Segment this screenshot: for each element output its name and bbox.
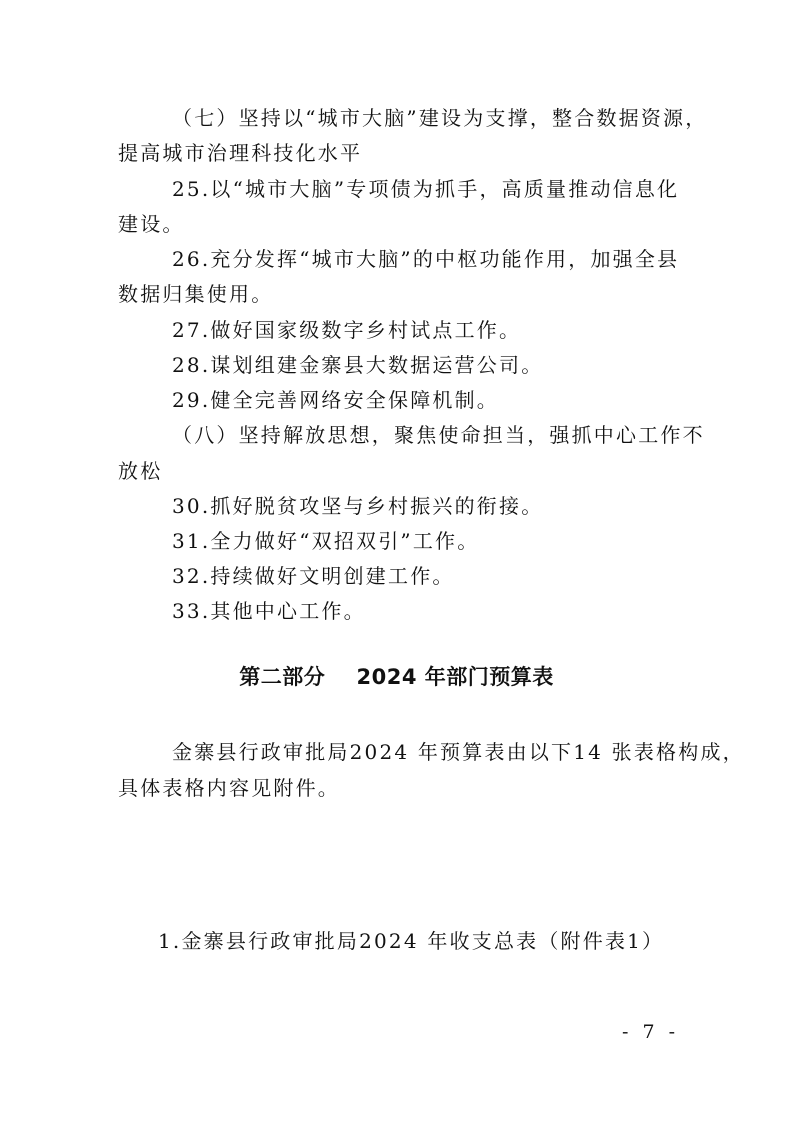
item-25: 25.以“城市大脑”专项债为抓手，高质量推动信息化: [172, 177, 680, 201]
heading-section-8-continued: 放松: [118, 459, 163, 483]
intro-paragraph-continued: 具体表格内容见附件。: [118, 776, 340, 800]
attachment-item: 1.金寨县行政审批局2024 年收支总表（附件表1）: [158, 929, 665, 953]
item-26: 26.充分发挥“城市大脑”的中枢功能作用，加强全县: [172, 247, 680, 271]
item-27: 27.做好国家级数字乡村试点工作。: [172, 318, 522, 342]
item-26-continued: 数据归集使用。: [118, 282, 274, 306]
item-29: 29.健全完善网络安全保障机制。: [172, 388, 500, 412]
heading-section-7-continued: 提高城市治理科技化水平: [118, 141, 363, 165]
item-32: 32.持续做好文明创建工作。: [172, 564, 455, 588]
item-28: 28.谋划组建金寨县大数据运营公司。: [172, 353, 544, 377]
section-title: 第二部分 2024 年部门预算表: [239, 665, 554, 689]
item-30: 30.抓好脱贫攻坚与乡村振兴的衔接。: [172, 494, 544, 518]
item-25-continued: 建设。: [118, 212, 185, 236]
item-31: 31.全力做好“双招双引”工作。: [172, 529, 480, 553]
heading-section-8: （八）坚持解放思想，聚焦使命担当，强抓中心工作不: [172, 423, 705, 447]
intro-paragraph: 金寨县行政审批局2024 年预算表由以下14 张表格构成，: [172, 740, 745, 764]
heading-section-7: （七）坚持以“城市大脑”建设为支撑，整合数据资源，: [172, 106, 708, 130]
page-number: - 7 -: [622, 1021, 680, 1043]
item-33: 33.其他中心工作。: [172, 599, 366, 623]
